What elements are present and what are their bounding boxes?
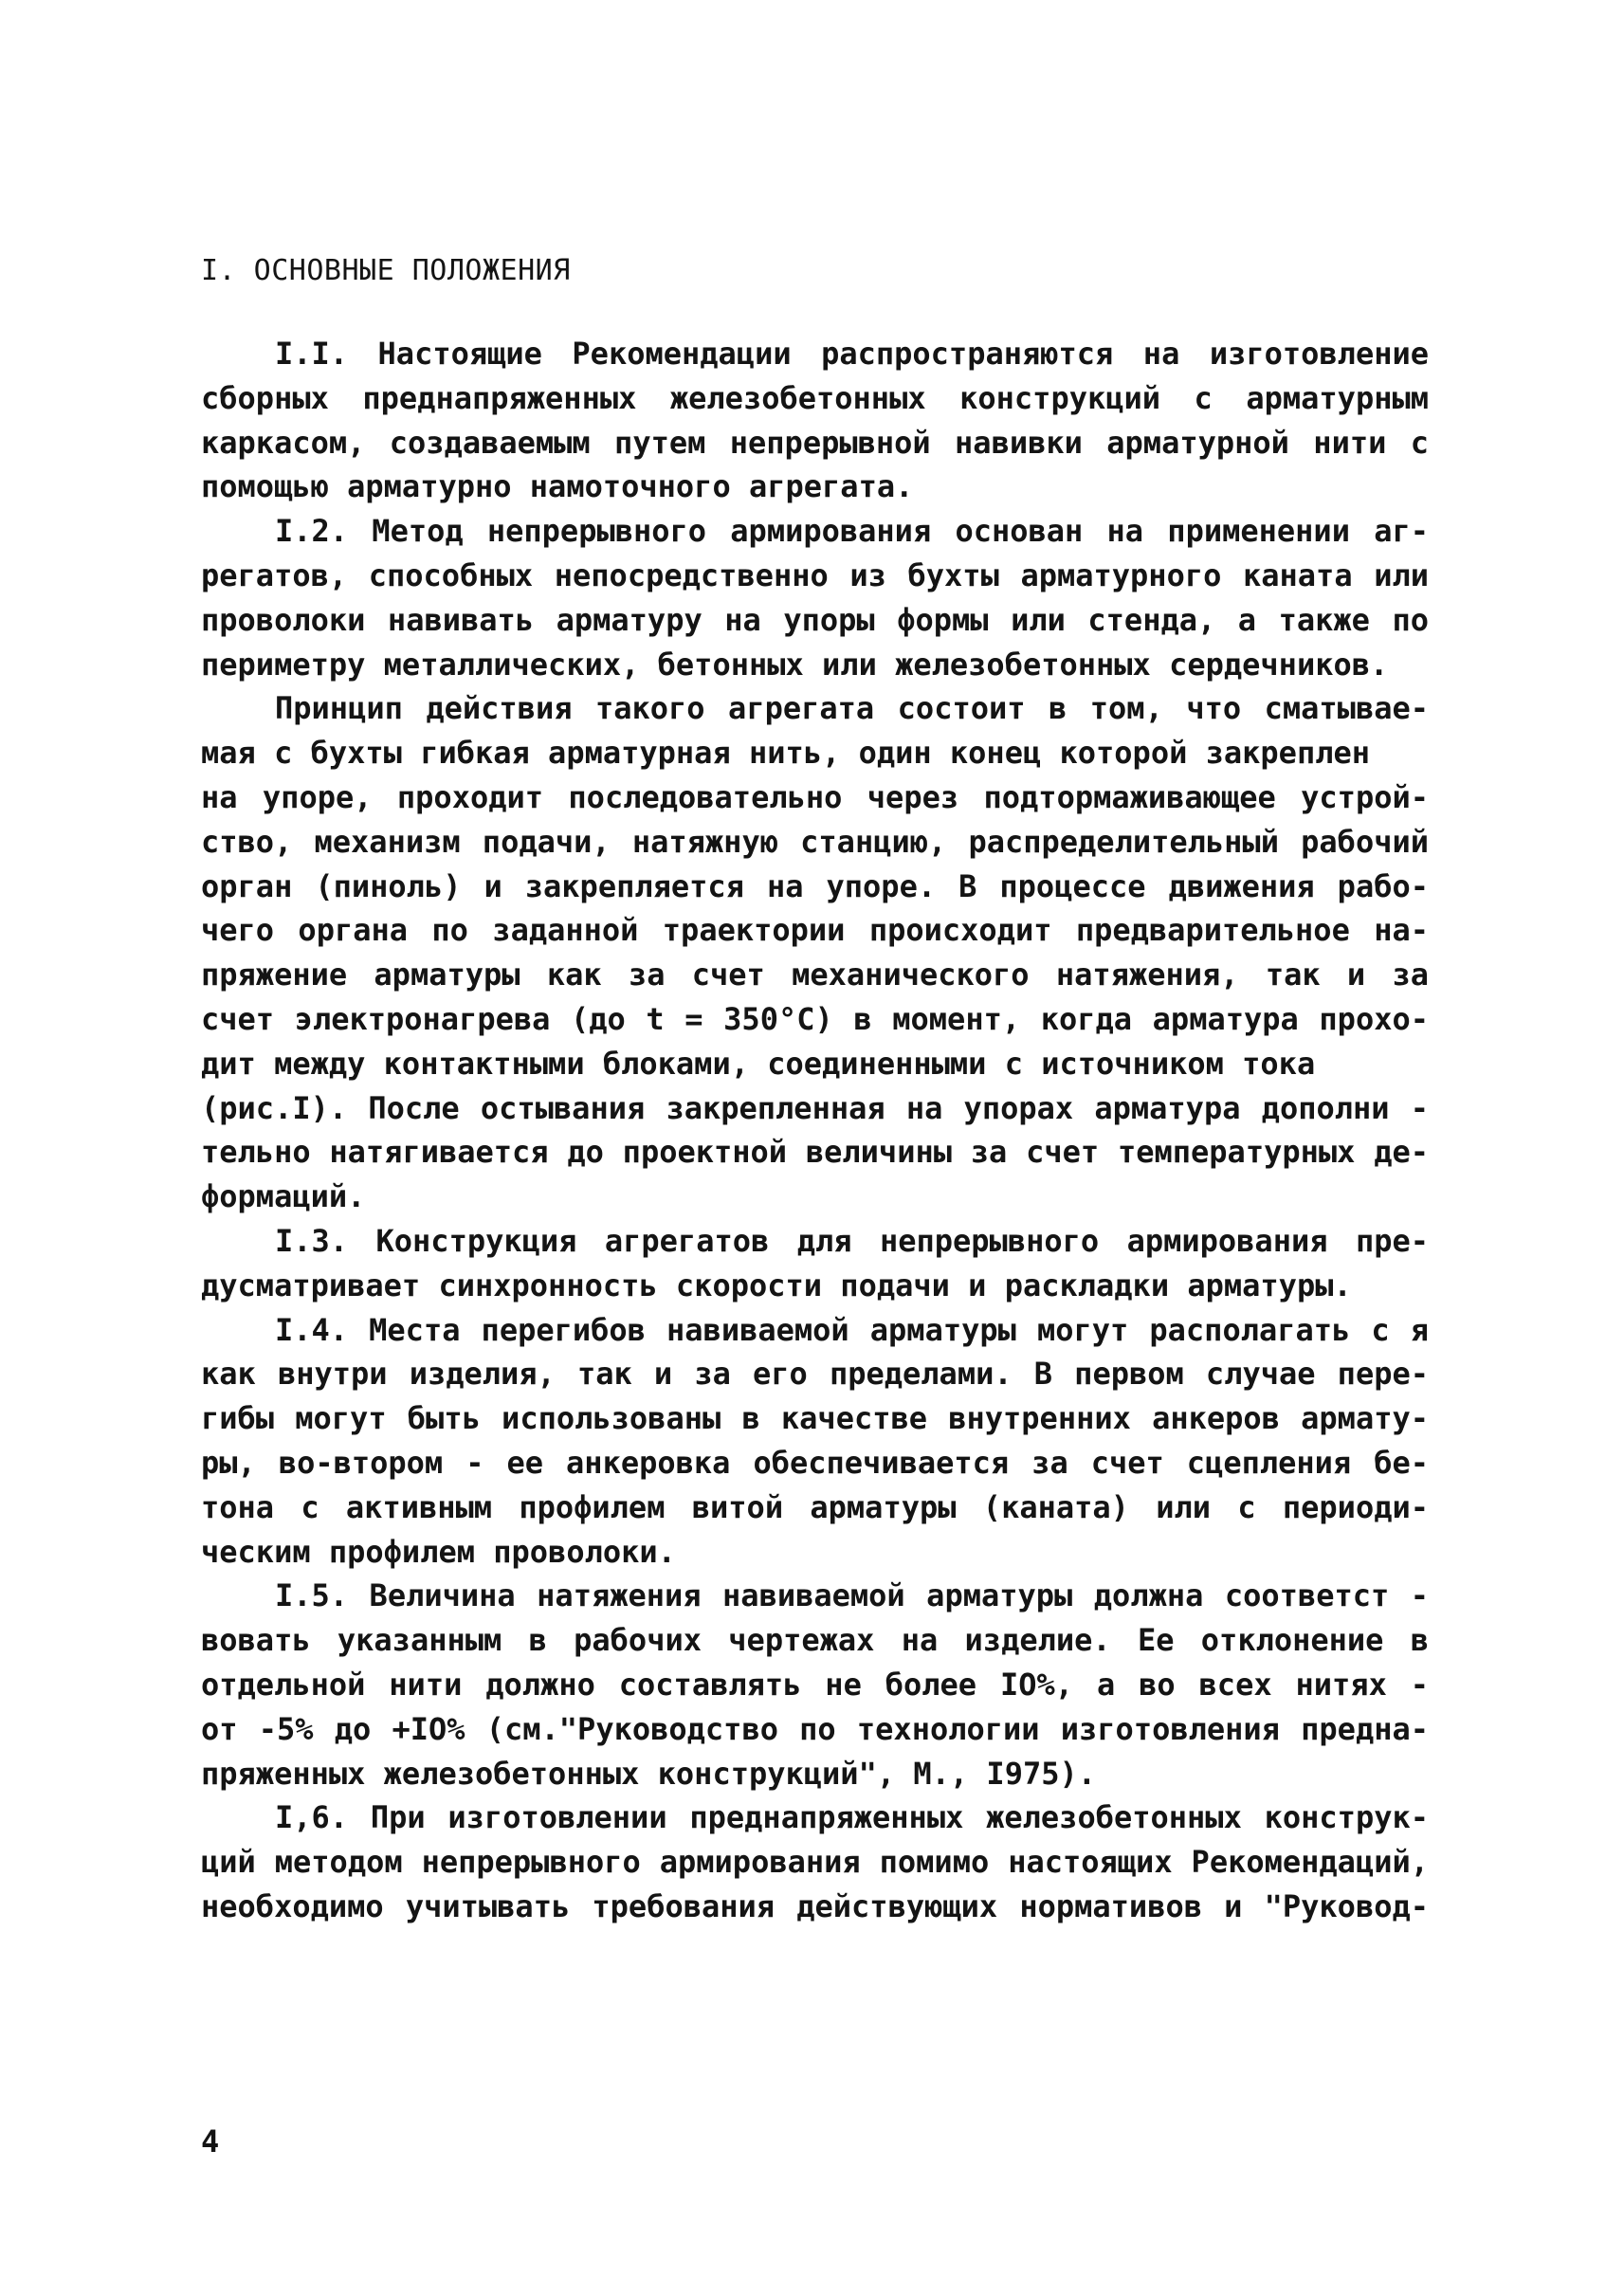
- text-line: гибы могут быть использованы в качестве внутренних анкеров армату-: [201, 1400, 1429, 1437]
- text-line: пряжение арматуры как за счет механического натяжения, так и за: [201, 957, 1429, 993]
- text-line: периметру металлических, бетонных или железобетонных сердечников.: [201, 646, 1389, 683]
- text-line: пряженных железобетонных конструкций", М., I975).: [201, 1755, 1097, 1792]
- text-line: от -5% до +IO% (см."Руководство по технологии изготовления предна-: [201, 1710, 1429, 1747]
- text-line: вовать указанным в рабочих чертежах на изделие. Ее отклонение в: [201, 1622, 1429, 1659]
- text-line: дусматривает синхронность скорости подачи и раскладки арматуры.: [201, 1266, 1352, 1303]
- text-line: тона с активным профилем витой арматуры (каната) или с периоди-: [201, 1488, 1429, 1525]
- text-line: необходимо учитывать требования действующих нормативов и "Руковод-: [201, 1887, 1429, 1924]
- text-line: счет электронагрева (до t = 350°С) в момент, когда арматура прохо-: [201, 1000, 1429, 1037]
- text-line: формаций.: [201, 1178, 366, 1215]
- text-line: I.3. Конструкция агрегатов для непрерывного армирования пре-: [275, 1222, 1429, 1259]
- text-line: орган (пиноль) и закрепляется на упоре. В процессе движения рабо-: [201, 867, 1429, 904]
- text-line: на упоре, проходит последовательно через подтормаживающее устрой-: [201, 778, 1429, 815]
- text-line: каркасом, создаваемым путем непрерывной навивки арматурной нити с: [201, 424, 1429, 461]
- text-line: отдельной нити должно составлять не более IO%, а во всех нитях -: [201, 1666, 1429, 1703]
- text-line: I.2. Метод непрерывного армирования основан на применении аг-: [275, 513, 1429, 550]
- text-line: помощью арматурно намоточного агрегата.: [201, 468, 914, 505]
- text-line: (рис.I). После остывания закрепленная на упорах арматура дополни -: [201, 1089, 1429, 1126]
- text-line: как внутри изделия, так и за его пределами. В первом случае пере-: [201, 1356, 1429, 1393]
- text-line: I,6. При изготовлении преднапряженных железобетонных конструк-: [275, 1799, 1429, 1836]
- text-line: I.4. Места перегибов навиваемой арматуры могут располагать с я: [275, 1311, 1429, 1348]
- text-line: мая с бухты гибкая арматурная нить, один конец которой закреплен: [201, 735, 1370, 772]
- section-heading: I. ОСНОВНЫЕ ПОЛОЖЕНИЯ: [201, 254, 571, 287]
- text-line: сборных преднапряженных железобетонных конструкций с арматурным: [201, 379, 1429, 416]
- text-line: тельно натягивается до проектной величины за счет температурных де-: [201, 1134, 1429, 1171]
- text-line: ство, механизм подачи, натяжную станцию, распределительный рабочий: [201, 823, 1429, 860]
- text-line: проволоки навивать арматуру на упоры формы или стенда, а также по: [201, 601, 1429, 638]
- text-line: ций методом непрерывного армирования помимо настоящих Рекомендаций,: [201, 1844, 1429, 1881]
- text-line: ческим профилем проволоки.: [201, 1533, 676, 1570]
- text-line: I.I. Настоящие Рекомендации распространяются на изготовление: [275, 336, 1429, 372]
- text-line: дит между контактными блоками, соединенными с источником тока: [201, 1045, 1316, 1082]
- text-line: ры, во-втором - ее анкеровка обеспечивается за счет сцепления бе-: [201, 1444, 1429, 1481]
- text-line: регатов, способных непосредственно из бухты арматурного каната или: [201, 556, 1429, 593]
- text-line: I.5. Величина натяжения навиваемой арматуры должна соответст -: [275, 1577, 1429, 1614]
- body-text: [201, 332, 1429, 1929]
- text-line: чего органа по заданной траектории происходит предварительное на-: [201, 912, 1429, 949]
- page-number: 4: [201, 2123, 220, 2159]
- text-line: Принцип действия такого агрегата состоит в том, что сматывае-: [275, 690, 1429, 727]
